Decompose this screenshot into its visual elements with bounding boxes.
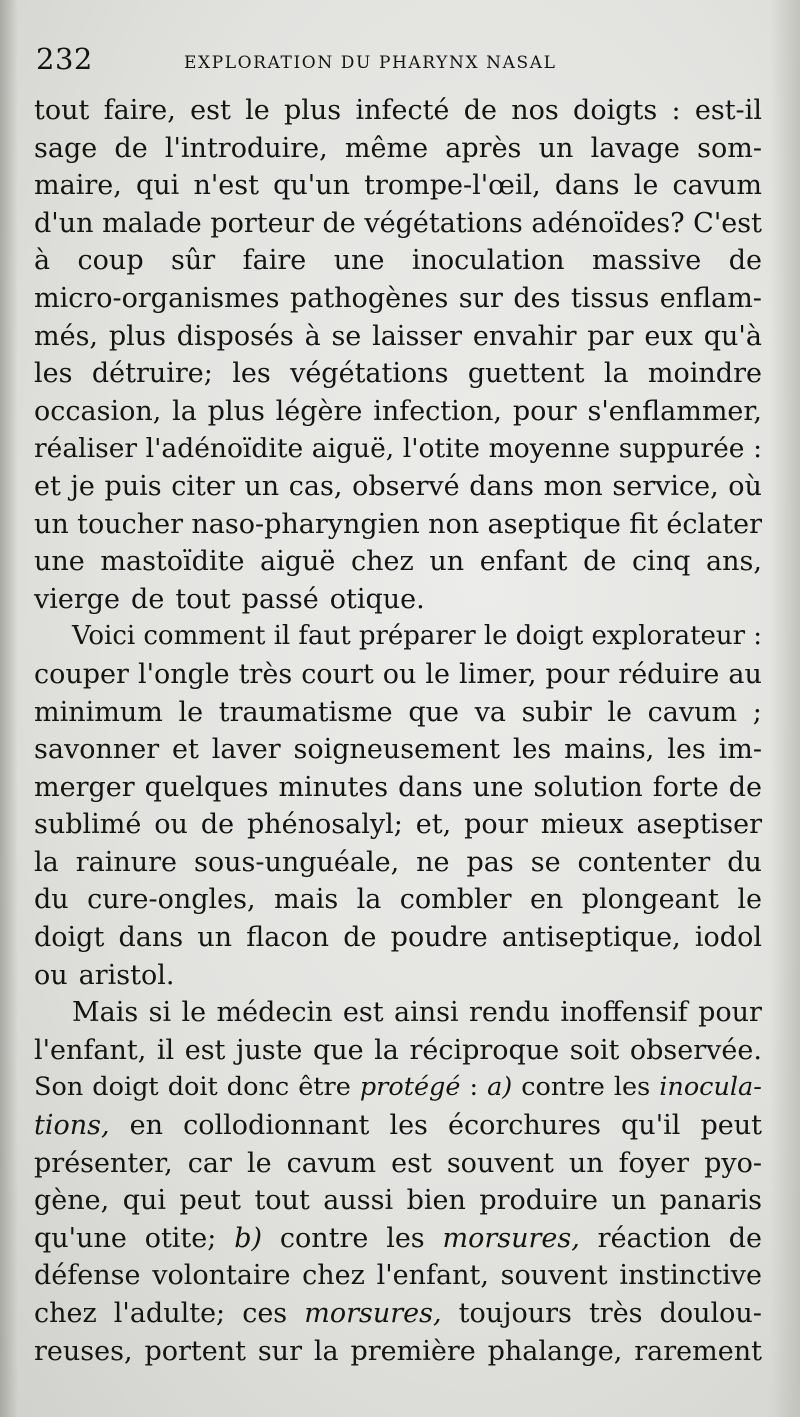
text-line: maire, qui n'est qu'un trompe-l'œil, dans le cavum — [34, 170, 762, 202]
text-line: savonner et laver soigneusement les mains, les im- — [34, 734, 762, 766]
running-title: EXPLORATION DU PHARYNX NASAL — [184, 53, 557, 73]
text-line: la rainure sous-unguéale, ne pas se contenter du — [34, 846, 762, 878]
text-line: ou aristol. — [34, 959, 175, 991]
text-line: gène, qui peut tout aussi bien produire un panaris — [34, 1185, 762, 1217]
body-text — [34, 92, 762, 1370]
text-line: chez l'adulte; ces morsures, toujours très doulou- — [34, 1298, 762, 1329]
text-line: du cure-ongles, mais la combler en plongeant le — [34, 884, 762, 916]
text-line: réaliser l'adénoïdite aiguë, l'otite moyenne suppurée : — [34, 433, 762, 465]
text-line: et je puis citer un cas, observé dans mon service, où — [34, 470, 762, 502]
text-line: Mais si le médecin est ainsi rendu inoffensif pour — [72, 997, 762, 1029]
text-line: vierge de tout passé otique. — [34, 583, 425, 615]
text-line: occasion, la plus légère infection, pour s'enflammer, — [34, 395, 762, 427]
text-line: couper l'ongle très court ou le limer, pour réduire au — [34, 658, 762, 690]
text-line: Voici comment il faut préparer le doigt explorateur : — [72, 621, 762, 652]
text-line: une mastoïdite aiguë chez un enfant de cinq ans, — [34, 546, 762, 578]
text-line: sublimé ou de phénosalyl; et, pour mieux aseptiser — [34, 809, 762, 841]
text-line: micro-organismes pathogènes sur des tissus enflam- — [34, 282, 762, 314]
text-line: tout faire, est le plus infecté de nos doigts : est-il — [34, 95, 762, 126]
text-line: sage de l'introduire, même après un lavage som- — [34, 132, 762, 164]
text-line: tions, en collodionnant les écorchures qu'il peut — [34, 1110, 762, 1142]
page-number: 232 — [36, 42, 93, 76]
text-line: l'enfant, il est juste que la réciproque soit observée. — [34, 1034, 762, 1066]
text-line: Son doigt doit donc être protégé : a) contre les inocula- — [34, 1072, 762, 1103]
text-line: les détruire; les végétations guettent la moindre — [34, 358, 762, 390]
text-line: présenter, car le cavum est souvent un foyer pyo- — [34, 1147, 762, 1179]
text-line: merger quelques minutes dans une solution forte de — [34, 771, 762, 803]
text-line: défense volontaire chez l'enfant, souvent instinctive — [34, 1260, 762, 1292]
text-line: à coup sûr faire une inoculation massive de — [34, 245, 762, 277]
running-head — [36, 42, 756, 82]
text-line: reuses, portent sur la première phalange, rarement — [34, 1335, 762, 1367]
text-line: d'un malade porteur de végétations adénoïdes? C'est — [34, 207, 762, 239]
text-line: més, plus disposés à se laisser envahir par eux qu'à — [34, 320, 762, 352]
text-line: minimum le traumatisme que va subir le cavum ; — [34, 696, 762, 728]
text-line: un toucher naso-pharyngien non aseptique fit éclater — [34, 508, 762, 540]
text-line: doigt dans un flacon de poudre antiseptique, iodol — [34, 922, 762, 954]
text-line: qu'une otite; b) contre les morsures, réaction de — [34, 1222, 762, 1254]
